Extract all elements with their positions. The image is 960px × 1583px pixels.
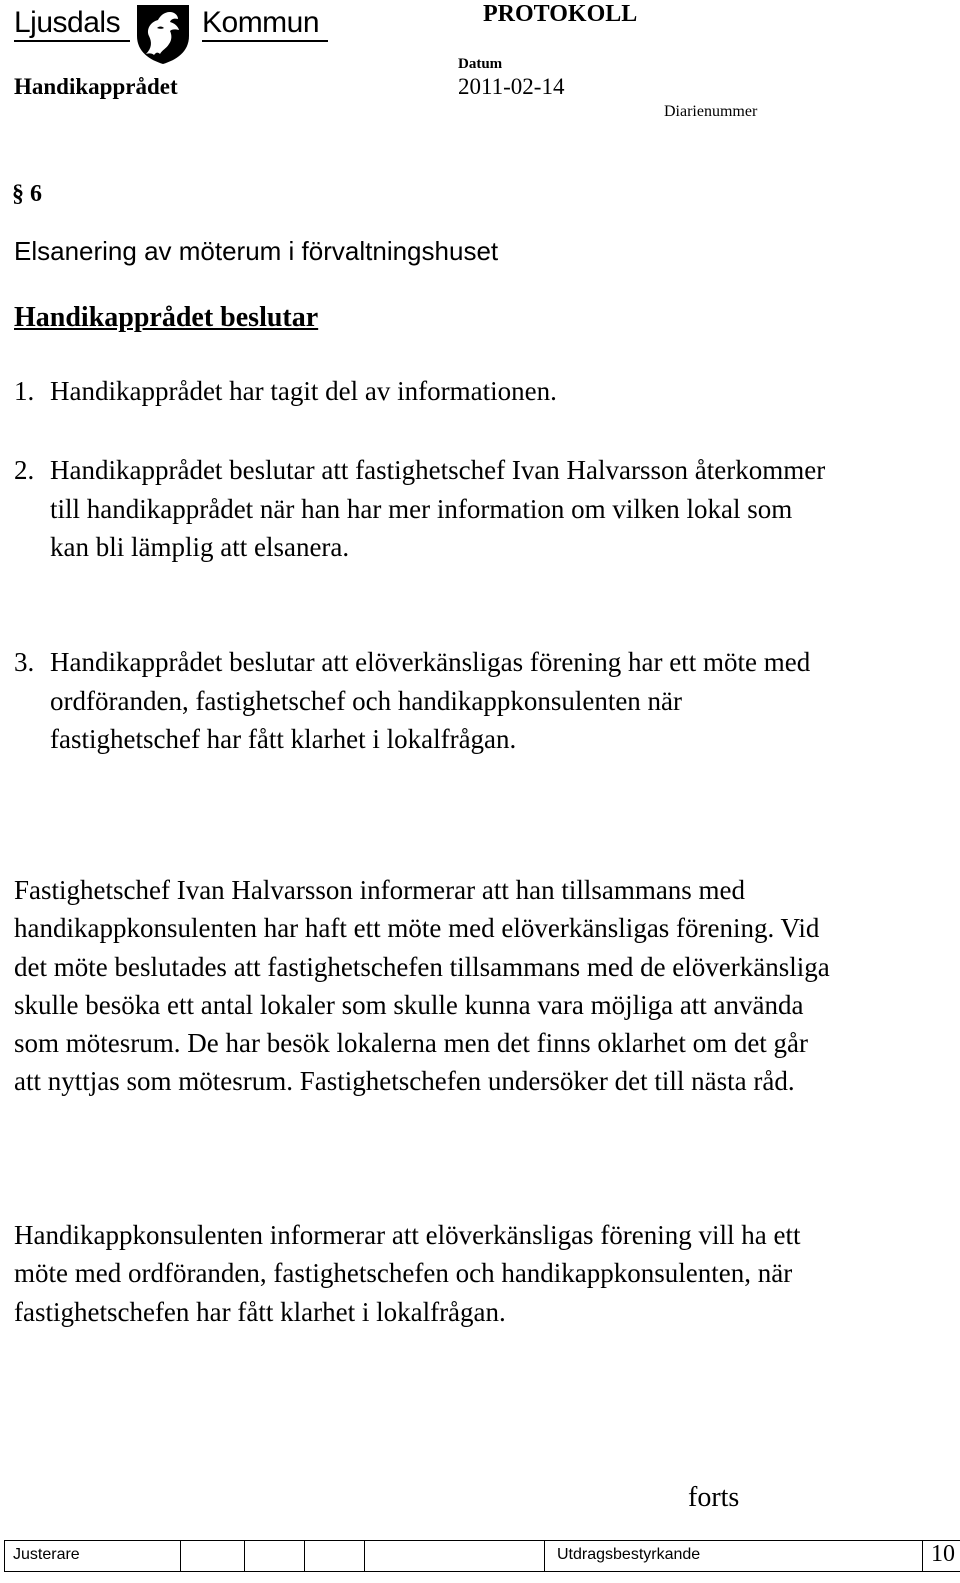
decision-text: Handikapprådet beslutar att elöverkänsligas förening har ett möte med ordföranden, fastighetschef och handikappkonsulenten när fastighetschef har fått klarhet i lokalfrågan. <box>50 647 811 754</box>
continued-note: forts <box>688 1482 740 1513</box>
date-label: Datum <box>458 56 503 72</box>
decision-item <box>14 451 834 567</box>
page-number-cell <box>922 1541 960 1571</box>
signature-cell <box>304 1541 365 1571</box>
logo-text-left: Ljusdals <box>14 6 121 39</box>
logo-text-right: Kommun <box>202 6 320 39</box>
justerare-label: Justerare <box>13 1546 80 1563</box>
justerare-cell <box>4 1541 181 1571</box>
document-type: PROTOKOLL <box>483 1 638 27</box>
decision-heading: Handikapprådet beslutar <box>14 302 319 333</box>
signature-cell <box>180 1541 245 1571</box>
utdrag-cell <box>544 1541 923 1571</box>
diarienummer-label: Diarienummer <box>664 103 758 120</box>
signature-cell <box>244 1541 305 1571</box>
decision-text: Handikapprådet beslutar att fastighetschef Ivan Halvarsson återkommer till handikapprådet när han har mer information om vilken lokal som kan bli lämplig att elsanera. <box>50 455 826 562</box>
decision-number: 3. <box>14 647 35 677</box>
municipal-crest-icon <box>134 2 192 66</box>
committee-name: Handikapprådet <box>14 74 178 99</box>
paragraph-number: § 6 <box>12 181 42 207</box>
decision-item <box>14 643 834 759</box>
decision-item <box>14 372 834 411</box>
decision-text: Handikapprådet har tagit del av informationen. <box>50 376 557 406</box>
page-number: 10 <box>931 1541 955 1567</box>
decision-number: 1. <box>14 376 35 406</box>
logo-underline-right <box>202 40 328 42</box>
footer-bar <box>4 1540 960 1572</box>
body-paragraph: Fastighetschef Ivan Halvarsson informerar att han tillsammans med handikappkonsulenten har haft ett möte med elöverkänsligas förening. Vid det möte beslutades att fastighetschefen tillsammans med de elöverkänsliga skulle besöka ett antal lokaler som skulle kunna vara möjliga att använda som mötesrum. De har besök lokalerna men det finns oklarhet om det går att nyttjas som mötesrum. Fastighetschefen undersöker det till nästa råd. <box>14 875 830 1097</box>
body-paragraph: Handikappkonsulenten informerar att elöverkänsligas förening vill ha ett möte med ordföranden, fastighetschefen och handikappkonsulenten, när fastighetschefen har fått klarhet i lokalfrågan. <box>14 1220 801 1327</box>
decision-number: 2. <box>14 455 35 485</box>
logo-underline-left <box>14 40 130 42</box>
section-title: Elsanering av möterum i förvaltningshuset <box>14 236 499 266</box>
utdrag-label: Utdragsbestyrkande <box>557 1546 701 1563</box>
signature-cell <box>364 1541 545 1571</box>
date-value: 2011-02-14 <box>458 74 565 99</box>
